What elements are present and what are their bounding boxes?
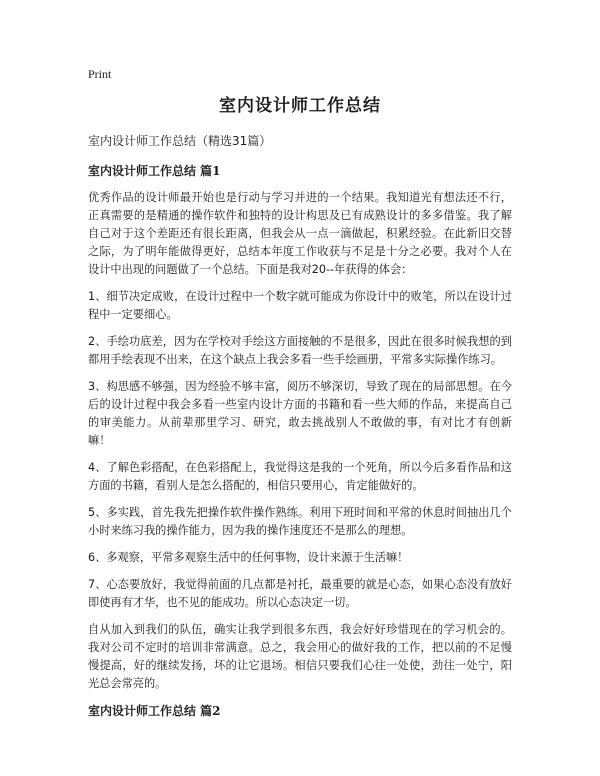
paragraph-point-6: 6、多观察，平常多观察生活中的任何事物，设计来源于生活嘛！ xyxy=(88,551,409,564)
paragraph-point-4: 4、了解色彩搭配，在色彩搭配上，我觉得这是我的一个死角，所以今后多看作品和这方面的书籍，看别人是怎么搭配的，相信只要用心，肯定能做好的。 xyxy=(88,461,512,492)
paragraph-point-1: 1、细节决定成败，在设计过程中一个数字就可能成为你设计中的败笔，所以在设计过程中一定要细心。 xyxy=(88,290,512,321)
page-title: 室内设计师工作总结 xyxy=(219,96,381,116)
paragraph-point-3: 3、构思感不够强，因为经验不够丰富，阅历不够深切，导致了现在的局部思想。在今后的设计过程中我会多看一些室内设计方面的书籍和看一些大师的作品，来提高自己的审美能力。从前辈那里学习、研究，敢去挑战别人不敢做的事，有对比才有创新嘛！ xyxy=(88,380,512,447)
page-subtitle: 室内设计师工作总结（精选31篇） xyxy=(88,134,272,148)
paragraph-point-2: 2、手绘功底差，因为在学校对手绘这方面接触的不是很多，因此在很多时候我想的到都用手绘表现不出来，在这个缺点上我会多看一些手绘画册，平常多实际操作练习。 xyxy=(88,335,512,366)
paragraph-intro: 优秀作品的设计师最开始也是行动与学习并进的一个结果。我知道光有想法还不行，正真需要的是精通的操作软件和独特的设计构思及已有成熟设计的多多借鉴。我了解自己对于这个差距还有很长距离，但我会从一点一滴做起，积累经验。在此新旧交替之际，为了明年能做得更好，总结本年度工作收获与不足是十分之必要。我对个人在设计中出现的问题做了一个总结。下面是我对20--年获得的体会： xyxy=(88,191,512,276)
paragraph-conclusion: 自从加入到我们的队伍，确实让我学到很多东西，我会好好珍惜现在的学习机会的。我对公司不定时的培训非常满意。总之，我会用心的做好我的工作，把以前的不足慢慢提高，好的继续发扬，坏的让它退场。相信只要我们心往一处使，劲往一处宁，阳光总会常亮的。 xyxy=(88,623,512,690)
section-heading-2: 室内设计师工作总结 篇2 xyxy=(88,704,221,718)
section-heading-1: 室内设计师工作总结 篇1 xyxy=(88,164,221,178)
paragraph-point-5: 5、多实践，首先我先把操作软件操作熟练。利用下班时间和平常的休息时间抽出几个小时来练习我的操作能力，因为我的操作速度还不是那么的理想。 xyxy=(88,506,512,537)
print-label[interactable]: Print xyxy=(88,67,112,81)
paragraph-point-7: 7、心态要放好，我觉得前面的几点都是衬托，最重要的就是心态，如果心态没有放好即使再有才华，也不见的能成功。所以心态决定一切。 xyxy=(88,578,512,609)
